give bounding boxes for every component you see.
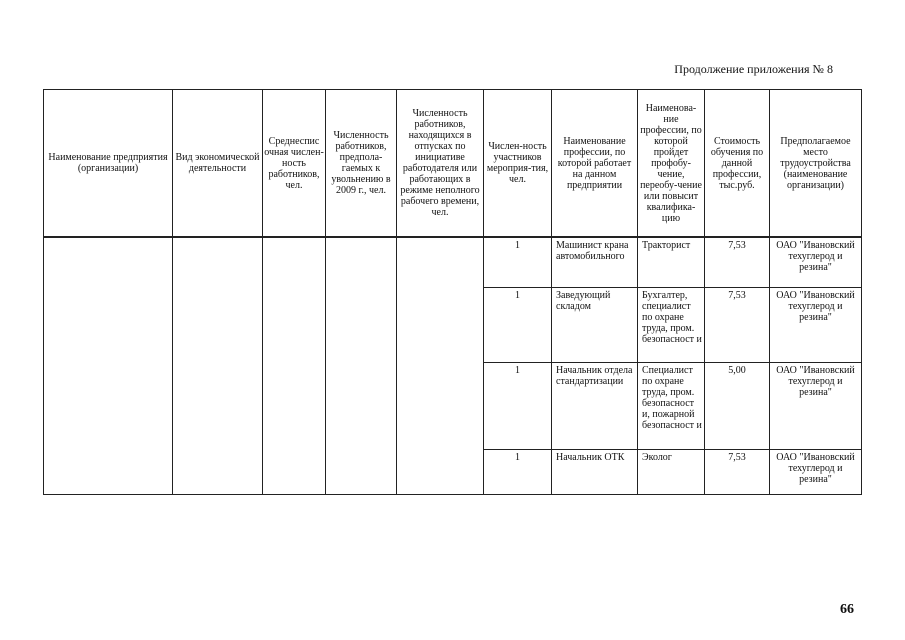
enterprise-name-cell bbox=[44, 237, 173, 495]
header-enterprise-name: Наименование предприятия (организации) bbox=[44, 90, 173, 238]
header-planned-dismissals: Численность работников, предпола-гаемых к увольнению в 2009 г., чел. bbox=[326, 90, 397, 238]
training-cost-cell: 7,53 bbox=[705, 450, 770, 495]
header-participants: Числен-ность участников мероприя-тия, чел. bbox=[484, 90, 552, 238]
activity-type-cell bbox=[173, 237, 263, 495]
header-row bbox=[44, 90, 862, 238]
participants-cell: 1 bbox=[484, 450, 552, 495]
current-profession-cell: Машинист крана автомобильного bbox=[552, 237, 638, 288]
participants-cell: 1 bbox=[484, 288, 552, 363]
header-average-headcount: Среднеспис очная числен-ность работников, чел. bbox=[263, 90, 326, 238]
part-time-workers-cell bbox=[397, 237, 484, 495]
header-current-profession: Наименование профессии, по которой работает на данном предприятии bbox=[552, 90, 638, 238]
participants-cell: 1 bbox=[484, 363, 552, 450]
training-table bbox=[43, 89, 862, 495]
current-profession-cell: Начальник отдела стандартизации bbox=[552, 363, 638, 450]
header-part-time-workers: Численность работников, находящихся в отпусках по инициативе работодателя или работающих в режиме неполного рабочего времени, чел. bbox=[397, 90, 484, 238]
table-row bbox=[44, 237, 862, 288]
appendix-caption: Продолжение приложения № 8 bbox=[674, 62, 833, 76]
header-training-cost: Стоимость обучения по данной профессии, тыс.руб. bbox=[705, 90, 770, 238]
training-cost-cell: 7,53 bbox=[705, 237, 770, 288]
current-profession-cell: Заведующий складом bbox=[552, 288, 638, 363]
training-profession-cell: Эколог bbox=[638, 450, 705, 495]
training-profession-cell: Специалист по охране труда, пром. безопасност и, пожарной безопасност и bbox=[638, 363, 705, 450]
employment-place-cell: ОАО "Ивановский техуглерод и резина" bbox=[770, 450, 862, 495]
training-cost-cell: 5,00 bbox=[705, 363, 770, 450]
training-profession-cell: Тракторист bbox=[638, 237, 705, 288]
header-employment-place: Предполагаемое место трудоустройства (наименование организации) bbox=[770, 90, 862, 238]
header-activity-type: Вид экономической деятельности bbox=[173, 90, 263, 238]
employment-place-cell: ОАО "Ивановский техуглерод и резина" bbox=[770, 363, 862, 450]
participants-cell: 1 bbox=[484, 237, 552, 288]
training-cost-cell: 7,53 bbox=[705, 288, 770, 363]
page-number: 66 bbox=[840, 602, 854, 617]
employment-place-cell: ОАО "Ивановский техуглерод и резина" bbox=[770, 288, 862, 363]
employment-place-cell: ОАО "Ивановский техуглерод и резина" bbox=[770, 237, 862, 288]
average-headcount-cell bbox=[263, 237, 326, 495]
current-profession-cell: Начальник ОТК bbox=[552, 450, 638, 495]
header-training-profession: Наименова-ние профессии, по которой пройдет профобу-чение, переобу-чение или повысит квалифика-цию bbox=[638, 90, 705, 238]
planned-dismissals-cell bbox=[326, 237, 397, 495]
training-profession-cell: Бухгалтер, специалист по охране труда, пром. безопасност и bbox=[638, 288, 705, 363]
